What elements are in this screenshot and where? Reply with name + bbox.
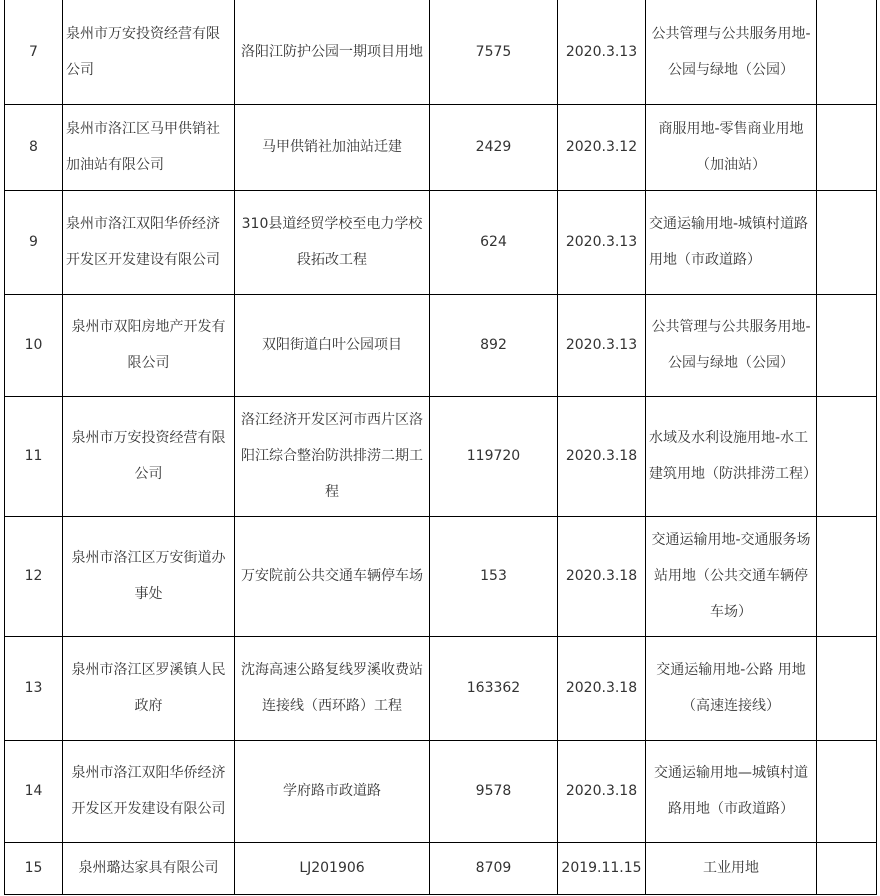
cell-empty (817, 516, 877, 636)
cell-use: 公共管理与公共服务用地-公园与绿地（公园） (646, 294, 817, 396)
cell-no: 8 (5, 104, 63, 190)
cell-no: 12 (5, 516, 63, 636)
cell-unit: 泉州市洛江双阳华侨经济开发区开发建设有限公司 (63, 190, 235, 294)
cell-project: LJ201906 (235, 842, 430, 894)
cell-empty (817, 396, 877, 516)
cell-project: 310县道经贸学校至电力学校段拓改工程 (235, 190, 430, 294)
land-supply-table-container (4, 0, 877, 895)
cell-area: 163362 (430, 636, 558, 740)
cell-project: 学府路市政道路 (235, 740, 430, 842)
cell-empty (817, 636, 877, 740)
cell-date: 2019.11.15 (558, 842, 646, 894)
cell-no: 13 (5, 636, 63, 740)
table-row (5, 190, 877, 294)
cell-unit: 泉州市双阳房地产开发有限公司 (63, 294, 235, 396)
cell-area: 2429 (430, 104, 558, 190)
cell-empty (817, 0, 877, 104)
cell-unit: 泉州璐达家具有限公司 (63, 842, 235, 894)
cell-empty (817, 104, 877, 190)
cell-no: 10 (5, 294, 63, 396)
cell-no: 7 (5, 0, 63, 104)
cell-project: 沈海高速公路复线罗溪收费站连接线（西环路）工程 (235, 636, 430, 740)
cell-date: 2020.3.13 (558, 294, 646, 396)
cell-no: 9 (5, 190, 63, 294)
cell-project: 洛阳江防护公园一期项目用地 (235, 0, 430, 104)
table-row (5, 294, 877, 396)
land-supply-table (4, 0, 877, 895)
cell-project: 洛江经济开发区河市西片区洛阳江综合整治防洪排涝二期工程 (235, 396, 430, 516)
cell-unit: 泉州市洛江区罗溪镇人民政府 (63, 636, 235, 740)
cell-use: 水域及水利设施用地-水工建筑用地（防洪排涝工程） (646, 396, 817, 516)
cell-project: 双阳街道白叶公园项目 (235, 294, 430, 396)
cell-use: 工业用地 (646, 842, 817, 894)
cell-empty (817, 740, 877, 842)
table-row (5, 516, 877, 636)
cell-date: 2020.3.13 (558, 0, 646, 104)
cell-empty (817, 842, 877, 894)
cell-use: 交通运输用地-交通服务场站用地（公共交通车辆停车场） (646, 516, 817, 636)
cell-date: 2020.3.18 (558, 636, 646, 740)
cell-no: 14 (5, 740, 63, 842)
cell-date: 2020.3.18 (558, 740, 646, 842)
cell-area: 892 (430, 294, 558, 396)
cell-unit: 泉州市洛江双阳华侨经济开发区开发建设有限公司 (63, 740, 235, 842)
cell-project: 马甲供销社加油站迁建 (235, 104, 430, 190)
cell-project: 万安院前公共交通车辆停车场 (235, 516, 430, 636)
table-row (5, 636, 877, 740)
cell-use: 交通运输用地-城镇村道路用地（市政道路） (646, 190, 817, 294)
cell-unit: 泉州市万安投资经营有限公司 (63, 396, 235, 516)
cell-area: 7575 (430, 0, 558, 104)
cell-no: 15 (5, 842, 63, 894)
cell-area: 624 (430, 190, 558, 294)
table-row (5, 740, 877, 842)
cell-empty (817, 294, 877, 396)
cell-use: 公共管理与公共服务用地-公园与绿地（公园） (646, 0, 817, 104)
cell-area: 153 (430, 516, 558, 636)
cell-date: 2020.3.18 (558, 396, 646, 516)
table-row (5, 0, 877, 104)
cell-use: 交通运输用地-公路 用地（高速连接线） (646, 636, 817, 740)
cell-date: 2020.3.12 (558, 104, 646, 190)
cell-unit: 泉州市洛江区马甲供销社加油站有限公司 (63, 104, 235, 190)
table-row (5, 104, 877, 190)
cell-area: 119720 (430, 396, 558, 516)
cell-use: 交通运输用地—城镇村道路用地（市政道路） (646, 740, 817, 842)
cell-empty (817, 190, 877, 294)
cell-date: 2020.3.18 (558, 516, 646, 636)
cell-date: 2020.3.13 (558, 190, 646, 294)
cell-use: 商服用地-零售商业用地（加油站） (646, 104, 817, 190)
cell-unit: 泉州市洛江区万安街道办事处 (63, 516, 235, 636)
cell-unit: 泉州市万安投资经营有限公司 (63, 0, 235, 104)
cell-area: 8709 (430, 842, 558, 894)
cell-no: 11 (5, 396, 63, 516)
table-row (5, 396, 877, 516)
cell-area: 9578 (430, 740, 558, 842)
table-row (5, 842, 877, 894)
